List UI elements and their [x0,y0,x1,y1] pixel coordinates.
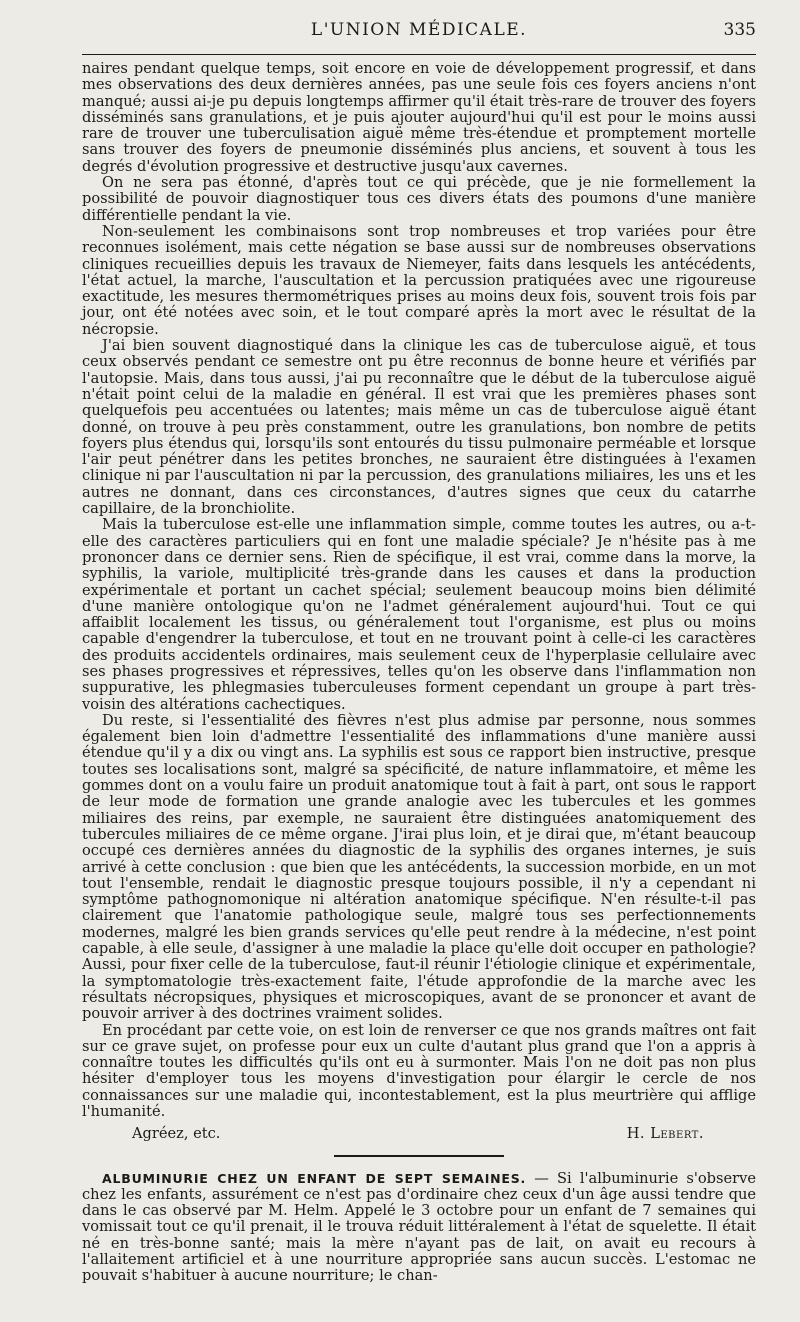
signature-line [82,1126,756,1142]
paragraph-3: Non-seulement les combinaisons sont trop nombreuses et trop variées pour être reconnues isolément, mais cette négation se base aussi sur de nombreuses observations cliniques recueillies depuis les travaux de Niemeyer, faits dans lesquels les antécédents, l'état actuel, la marche, l'auscultation et la percussion pratiquées avec une rigoureuse exactitude, les mesures thermométriques prises au moins deux fois, souvent trois fois par jour, ont été notées avec soin, et le tout comparé après la mort avec le résultat de la nécropsie. [82,222,756,338]
paragraph-1: naires pendant quelque temps, soit encore en voie de développement progressif, et dans mes observations des deux dernières années, pas une seule fois ces foyers anciens n'ont manqué; aussi ai-je pu depuis longtemps affirmer qu'il était très-rare de trouver des foyers disséminés sans granulations, et je puis ajouter aujourd'hui qu'il est pour le moins aussi rare de trouver une tuberculisation aiguë même très-étendue et promptement mortelle sans trouver des foyers de pneumonie disséminés plus anciens, et souvent à tous les degrés d'évolution progressive et destructive jusqu'aux cavernes. [82,60,756,175]
paragraph-7: En procédant par cette voie, on est loin de renverser ce que nos grands maîtres ont fait sur ce grave sujet, on professe pour eux un culte d'autant plus grand que l'on a appris à connaître toutes les difficultés qu'ils ont eu à surmonter. Mais l'on ne doit pas non plus hésiter d'employer tous les moyens d'investigation pour élargir le cercle de nos connaissances sur une maladie qui, incontestablement, est la plus meurtrière qui afflige l'humanité. [82,1021,756,1120]
letter-body [82,61,756,1120]
section-divider [334,1155,504,1157]
article-albuminurie [82,1171,756,1285]
header-rule [82,54,756,55]
article-heading: ALBUMINURIE CHEZ UN ENFANT DE SEPT SEMAINES. [102,1170,527,1186]
page-number: 335 [723,20,756,40]
author-signature: H. Lebert. [626,1125,704,1143]
article-text: — Si l'albuminurie s'observe chez les enfants, assurément ce n'est pas d'ordinaire chez ceux d'un âge aussi tendre que dans le cas observé par M. Helm. Appelé le 3 octobre pour un enfant de 7 semaines qui vomissait tout ce qu'il prenait, il le trouva réduit littéralement à l'état de squelette. Il était né en très-bonne santé; mais la mère n'ayant pas de lait, on avait eu recours à l'allaitement artificiel et à une nourriture appropriée sans aucun succès. L'estomac ne pouvait s'habituer à aucune nourriture; le chan- [82,1169,756,1285]
paragraph-4: J'ai bien souvent diagnostiqué dans la clinique les cas de tuberculose aiguë, et tous ceux observés pendant ce semestre ont pu être reconnus de bonne heure et vérifiés par l'autopsie. Mais, dans tous aussi, j'ai pu reconnaître que le début de la tuberculose aiguë n'était point celui de la maladie en général. Il est vrai que les premières phases sont quelquefois peu accentuées ou latentes; mais même un cas de tuberculose aiguë étant donné, on trouve à peu près constamment, outre les granulations, bon nombre de petits foyers plus étendus qui, lorsqu'ils sont entourés du tissu pulmonaire perméable et lorsque l'air peut pénétrer dans les petites bronches, ne sauraient être distinguées à l'examen clinique ni par l'auscultation ni par la percussion, des granulations miliaires, les uns et les autres ne donnant, dans ces circonstances, d'autres signes que ceux du catarrhe capillaire, de la bronchiolite. [82,337,756,518]
paragraph-5: Mais la tuberculose est-elle une inflammation simple, comme toutes les autres, ou a-t-elle des caractères particuliers qui en font une maladie spéciale? Je n'hésite pas à me prononcer dans ce dernier sens. Rien de spécifique, il est vrai, comme dans la morve, la syphilis, la variole, multiplicité très-grande dans les causes et dans la production expérimentale et portant un cachet spécial; seulement beaucoup moins bien délimité d'une manière ontologique qu'on ne l'admet généralement aujourd'hui. Tout ce qui affaiblit localement les tissus, ou généralement tout l'organisme, est plus ou moins capable d'engendrer la tuberculose, et tout en ne trouvant point à celle-ci les caractères des produits accidentels ordinaires, mais seulement ceux de l'hyperplasie cellulaire avec ses phases progressives et répressives, telles qu'on les observe dans l'inflammation non suppurative, les phlegmasies tuberculeuses forment cependant un groupe à part très-voisin des altérations cachectiques. [82,516,756,713]
running-head [82,0,756,46]
paragraph-2: On ne sera pas étonné, d'après tout ce qui précède, que je nie formellement la possibilité de pouvoir diagnostiquer tous ces divers états des poumons d'une manière différentielle pendant la vie. [82,174,756,224]
paragraph-6: Du reste, si l'essentialité des fièvres n'est plus admise par personne, nous sommes également bien loin d'admettre l'essentialité des inflammations d'une manière aussi étendue qu'il y a dix ou vingt ans. La syphilis est sous ce rapport bien instructive, presque toutes ses localisations sont, malgré sa spécificité, de nature inflammatoire, et même les gommes dont on a voulu faire un produit anatomique tout à fait à part, ont sous le rapport de leur mode de formation une grande analogie avec les tubercules et les gommes miliaires des reins, par exemple, ne sauraient être distinguées anatomiquement des tubercules miliaires de ce même organe. J'irai plus loin, et je dirai que, m'étant beaucoup occupé ces dernières années du diagnostic de la syphilis des organes internes, je suis arrivé à cette conclusion : que bien que les antécédents, la succession morbide, en un mot tout l'ensemble, rendait le diagnostic presque toujours possible, il n'y a cependant ni symptôme pathognomonique ni altération anatomique spécifique. N'en résulte-t-il pas clairement que l'anatomie pathologique seule, malgré tous ses perfectionnements modernes, malgré les bien grands services qu'elle peut rendre à la médecine, n'est point capable, à elle seule, d'assigner à une maladie la place qu'elle doit occuper en pathologie? Aussi, pour fixer celle de la tuberculose, faut-il réunir l'étiologie clinique et expérimentale, la symptomatologie très-exactement faite, l'étude approfondie de la marche avec les résultats nécropsiques, physiques et microscopiques, avant de se prononcer et avant de pouvoir arriver à des doctrines vraiment solides. [82,711,756,1023]
article-paragraph [82,1171,756,1285]
journal-title: L'UNION MÉDICALE. [310,20,528,40]
closing-formula: Agréez, etc. [132,1125,221,1143]
